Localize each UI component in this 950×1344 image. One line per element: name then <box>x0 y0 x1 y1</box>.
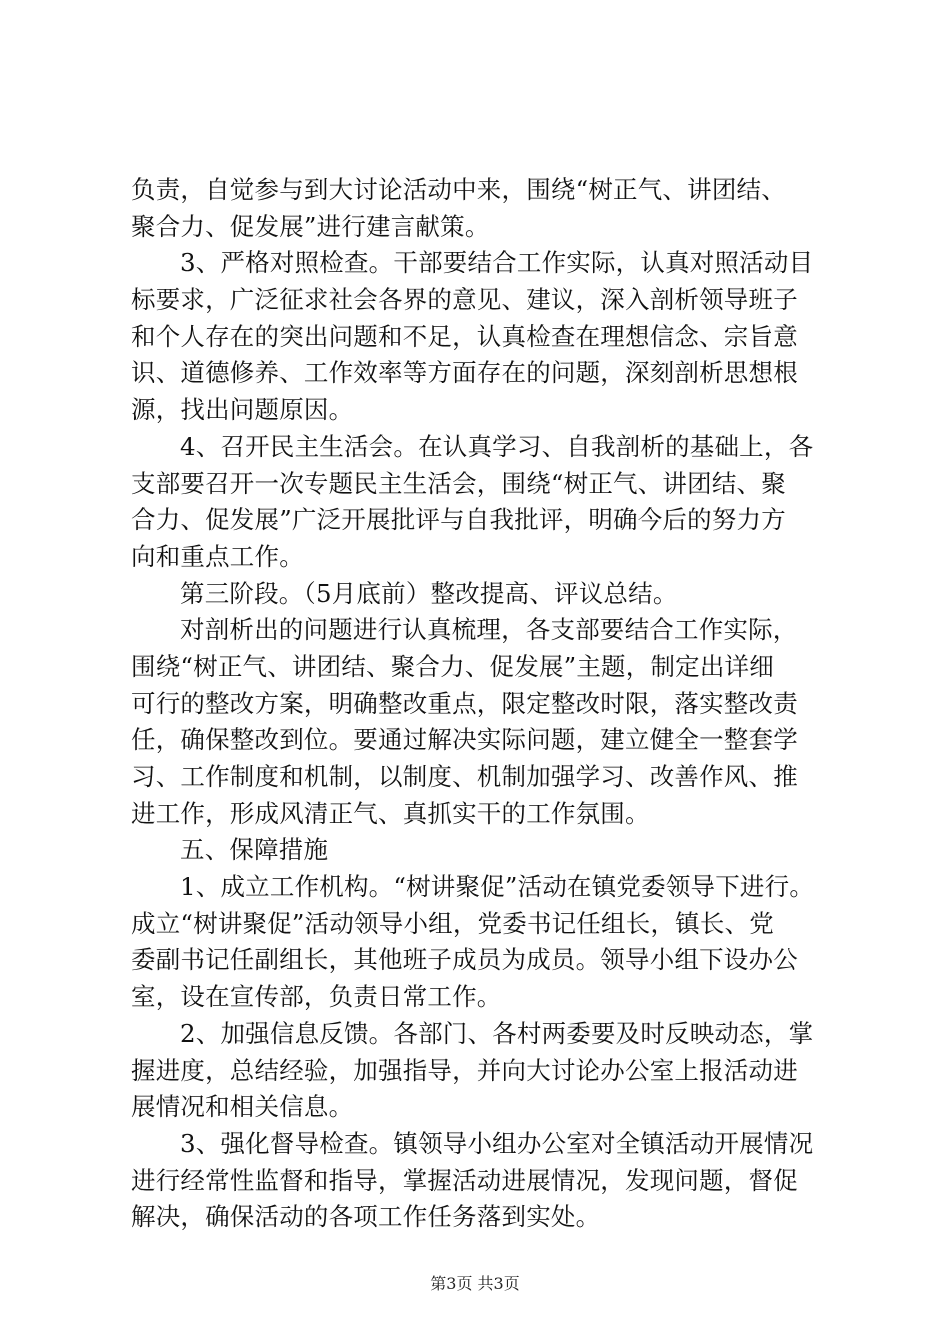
text-line: 合力、促发展”广泛开展批评与自我批评，明确今后的努力方 <box>131 505 786 535</box>
text-line: 室，设在宣传部，负责日常工作。 <box>131 982 502 1012</box>
text-line: 解决，确保活动的各项工作任务落到实处。 <box>131 1202 601 1232</box>
text-line: 支部要召开一次专题民主生活会，围绕“树正气、讲团结、聚 <box>131 468 786 498</box>
text-line: 和个人存在的突出问题和不足，认真检查在理想信念、宗旨意 <box>131 321 798 351</box>
text-line: 握进度，总结经验，加强指导，并向大讨论办公室上报活动进 <box>131 1055 798 1085</box>
text-line: 4、召开民主生活会。在认真学习、自我剖析的基础上，各 <box>180 431 814 461</box>
text-line: 任，确保整改到位。要通过解决实际问题，建立健全一整套学 <box>131 725 798 755</box>
text-line: 2、加强信息反馈。各部门、各村两委要及时反映动态，掌 <box>180 1018 814 1048</box>
text-line: 习、工作制度和机制，以制度、机制加强学习、改善作风、推 <box>131 762 798 791</box>
text-line: 成立“树讲聚促”活动领导小组，党委书记任组长，镇长、党 <box>131 908 774 938</box>
text-line: 3、严格对照检查。干部要结合工作实际，认真对照活动目 <box>180 248 814 278</box>
text-line: 进工作，形成风清正气、真抓实干的工作氛围。 <box>131 798 650 828</box>
text-line: 对剖析出的问题进行认真梳理，各支部要结合工作实际， <box>180 615 798 645</box>
page-footer: 第3页 共3页 <box>430 1274 520 1293</box>
text-line: 标要求，广泛征求社会各界的意见、建议，深入剖析领导班子 <box>131 285 798 315</box>
text-line: 委副书记任副组长，其他班子成员为成员。领导小组下设办公 <box>131 945 798 975</box>
text-line: 围绕“树正气、讲团结、聚合力、促发展”主题，制定出详细 <box>131 651 774 681</box>
text-line: 第三阶段。（5月底前）整改提高、评议总结。 <box>180 578 678 608</box>
text-line: 3、强化督导检查。镇领导小组办公室对全镇活动开展情况 <box>180 1128 814 1158</box>
text-line: 源，找出问题原因。 <box>131 395 354 425</box>
text-line: 识、道德修养、工作效率等方面存在的问题，深刻剖析思想根 <box>131 358 798 388</box>
text-line: 展情况和相关信息。 <box>131 1092 354 1122</box>
text-line: 向和重点工作。 <box>131 541 304 571</box>
text-line: 可行的整改方案，明确整改重点，限定整改时限，落实整改责 <box>131 688 798 718</box>
text-line: 聚合力、促发展”进行建言献策。 <box>131 211 490 241</box>
text-line: 负责，自觉参与到大讨论活动中来，围绕“树正气、讲团结、 <box>131 175 786 204</box>
text-line: 1、成立工作机构。“树讲聚促”活动在镇党委领导下进行。 <box>180 872 815 902</box>
document-body <box>131 172 831 1236</box>
text-line: 进行经常性监督和指导，掌握活动进展情况，发现问题，督促 <box>131 1165 798 1195</box>
text-line: 五、保障措施 <box>180 835 329 865</box>
